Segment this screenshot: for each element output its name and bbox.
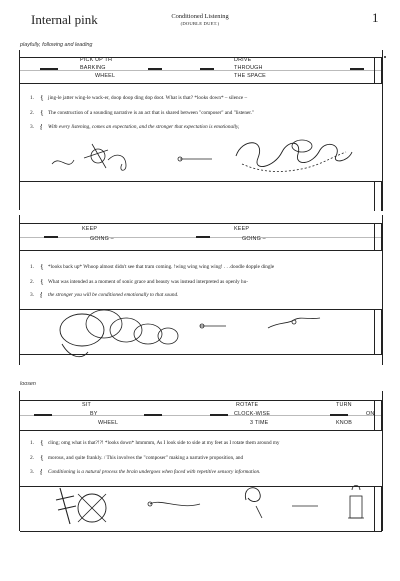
staff: [20, 223, 382, 251]
verse-line: 3. { With every listening, comes an expectation, and the stronger that expectation is emotionally,: [30, 124, 240, 130]
staff-dash: [200, 68, 214, 70]
staff-word: WHEEL: [98, 420, 119, 426]
staff-word: PICK UP TH: [80, 57, 113, 63]
page-title: Internal pink: [31, 12, 98, 27]
verse-line: 2. { morous, and quite frankly. / This involves the "composer" making a narrative proposition, and: [30, 455, 244, 461]
staff-word: KEEP: [82, 226, 98, 232]
staff-dash: [148, 68, 162, 70]
staff-word: SIT: [82, 402, 91, 408]
tempo-marking: playfully, following and leading: [20, 42, 93, 48]
composition-title: Conditioned Listening: [171, 13, 229, 20]
staff-word: DRIVE: [234, 57, 252, 63]
verse-line: 1. { cling; omg what is that?!?! *looks down* hmmmm, As I look side to side at my feet as I rotate them around my: [30, 440, 280, 446]
repeat-barline: [374, 487, 383, 531]
page-number: 1: [372, 10, 379, 25]
staff-word: WHEEL: [95, 73, 116, 79]
staff-word: GOING –: [242, 236, 266, 242]
tempo-marking: loosen: [20, 381, 36, 387]
staff-word: THROUGH: [234, 65, 263, 71]
staff-word: BY: [90, 411, 98, 417]
composition-subtitle: (DOUBLE DUET.): [180, 21, 220, 26]
staff-dash: [350, 68, 364, 70]
repeat-barline: [374, 58, 383, 83]
staff-word: THE SPACE: [234, 73, 266, 79]
staff-dash: [210, 414, 228, 416]
repeat-barline: [374, 310, 383, 354]
staff: [20, 57, 382, 84]
staff-word: BARKING: [80, 65, 106, 71]
staff-word: 3 TIME: [250, 420, 269, 426]
staff-word: KNOB: [336, 420, 353, 426]
staff: [20, 400, 382, 431]
repeat-barline: [374, 224, 383, 250]
staff-dash: [330, 414, 348, 416]
verse-line: 3. { Conditioning is a natural process the brain undergoes when faced with repetitive sensory information.: [30, 469, 261, 475]
staff-word: TURN: [336, 402, 352, 408]
staff-word: ROTATE: [236, 402, 259, 408]
verse-line: 1. { *looks back up* Whoop almost didn't see that tram coming. !wing wing wing wing! . . .doodle dopple dingle: [30, 264, 275, 270]
gesture-drawings: [30, 480, 375, 540]
verse-line: 2. { What was intended as a moment of sonic grace and beauty was instead interpreted as openly hu-: [30, 279, 248, 285]
staff-word: ON: [366, 411, 375, 417]
verse-line: 3. { the stronger you will be conditioned emotionally to that sound.: [30, 292, 179, 298]
staff-word: CLOCK-WISE: [234, 411, 271, 417]
repeat-barline: [374, 401, 383, 430]
staff-dash: [34, 414, 52, 416]
verse-line: 2. { The construction of a sounding narrative is an act that is shared between "composer" and "listener.": [30, 110, 255, 116]
gesture-drawings: [30, 300, 375, 370]
staff-dash: [40, 68, 58, 70]
gesture-drawings: [30, 132, 375, 202]
staff-word: GOING –: [90, 236, 114, 242]
verse-line: 1. { jing-le jatter wing-le wack-er, doop doop ding dop doot. What is that? *looks down* – silence –: [30, 95, 248, 101]
staff-dash: [144, 414, 162, 416]
staff-dash: [44, 236, 58, 238]
staff-word: KEEP: [234, 226, 250, 232]
repeat-barline: [374, 182, 383, 211]
staff-dash: [196, 236, 210, 238]
